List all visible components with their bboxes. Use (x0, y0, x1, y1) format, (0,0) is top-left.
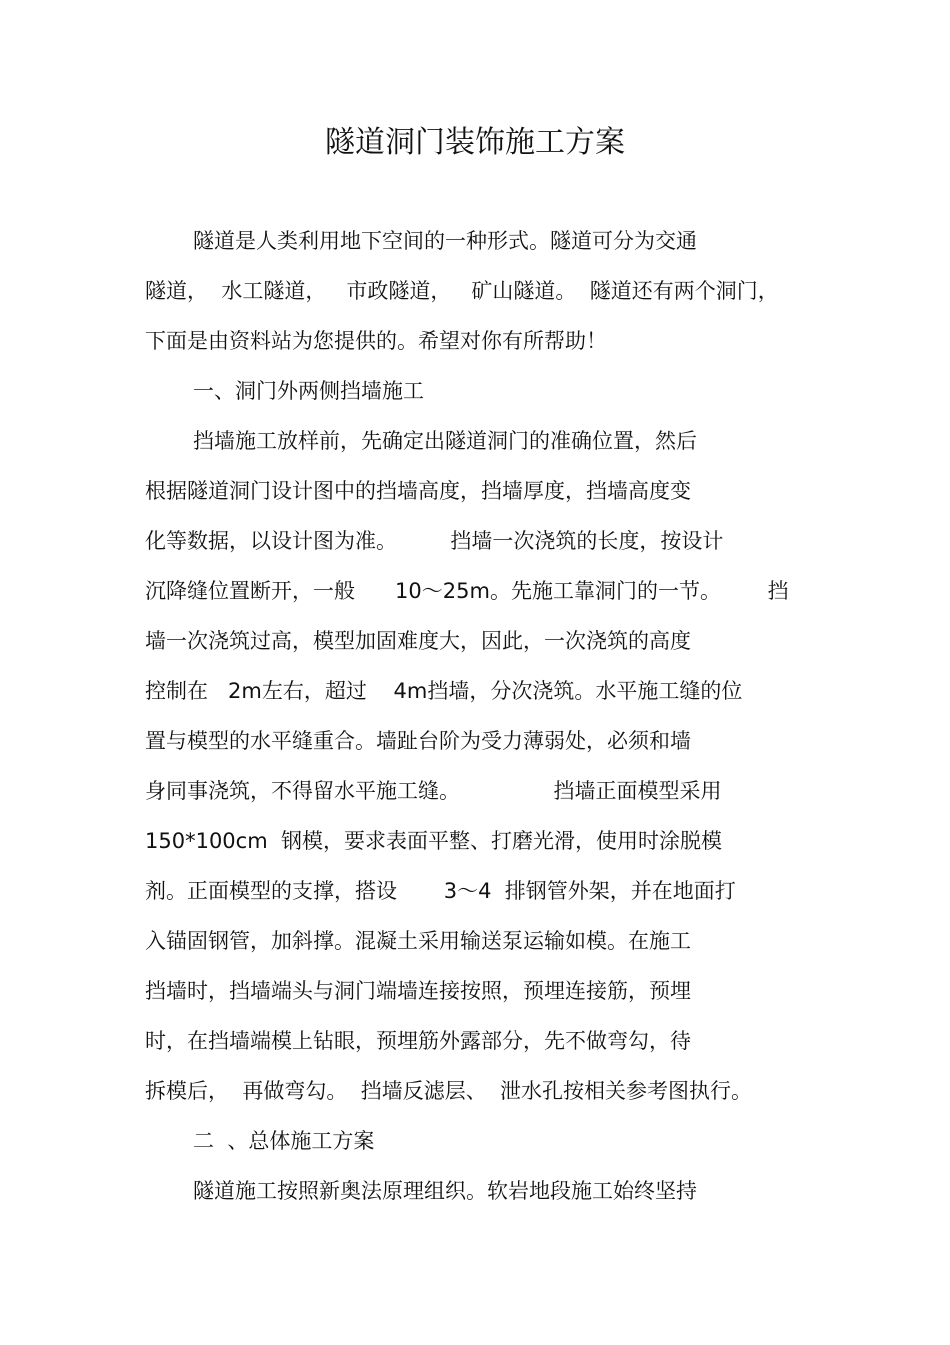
paragraph-line: 沉降缝位置断开，一般 10～25m。先施工靠洞门的一节。 挡 (145, 579, 789, 603)
paragraph-line: 墙一次浇筑过高，模型加固难度大，因此，一次浇筑的高度 (145, 629, 691, 653)
paragraph-line: 化等数据，以设计图为准。 挡墙一次浇筑的长度，按设计 (145, 529, 724, 553)
paragraph-line: 控制在 2m左右，超过 4m挡墙，分次浇筑。水平施工缝的位 (145, 679, 743, 703)
paragraph-line: 置与模型的水平缝重合。墙趾台阶为受力薄弱处，必须和墙 (145, 729, 691, 753)
paragraph-line: 隧道施工按照新奥法原理组织。软岩地段施工始终坚持 (193, 1179, 697, 1203)
paragraph-line: 剂。正面模型的支撑，搭设 3～4 排钢管外架，并在地面打 (145, 879, 736, 903)
paragraph-line: 拆模后， 再做弯勾。 挡墙反滤层、 泄水孔按相关参考图执行。 (145, 1079, 753, 1103)
paragraph-line: 挡墙时，挡墙端头与洞门端墙连接按照，预埋连接筋，预埋 (145, 979, 691, 1003)
paragraph-line: 150*100cm 钢模，要求表面平整、打磨光滑，使用时涂脱模 (145, 829, 723, 853)
paragraph-line: 入锚固钢管，加斜撑。混凝土采用输送泵运输如模。在施工 (145, 929, 691, 953)
paragraph-line: 时，在挡墙端模上钻眼，预埋筋外露部分，先不做弯勾，待 (145, 1029, 691, 1053)
paragraph-line: 根据隧道洞门设计图中的挡墙高度，挡墙厚度，挡墙高度变 (145, 479, 691, 503)
paragraph-line: 下面是由资料站为您提供的。希望对你有所帮助！ (145, 329, 607, 353)
paragraph-line: 身同事浇筑，不得留水平施工缝。 挡墙正面模型采用 (145, 779, 722, 803)
paragraph-line: 隧道是人类利用地下空间的一种形式。隧道可分为交通 (193, 229, 697, 253)
paragraph-line: 挡墙施工放样前，先确定出隧道洞门的准确位置，然后 (193, 429, 697, 453)
section-heading-1: 一、洞门外两侧挡墙施工 (193, 379, 424, 403)
section-heading-2: 二 、总体施工方案 (193, 1129, 375, 1153)
document-title: 隧道洞门装饰施工方案 (325, 125, 625, 160)
paragraph-line: 隧道， 水工隧道， 市政隧道， 矿山隧道。 隧道还有两个洞门， (145, 279, 779, 303)
